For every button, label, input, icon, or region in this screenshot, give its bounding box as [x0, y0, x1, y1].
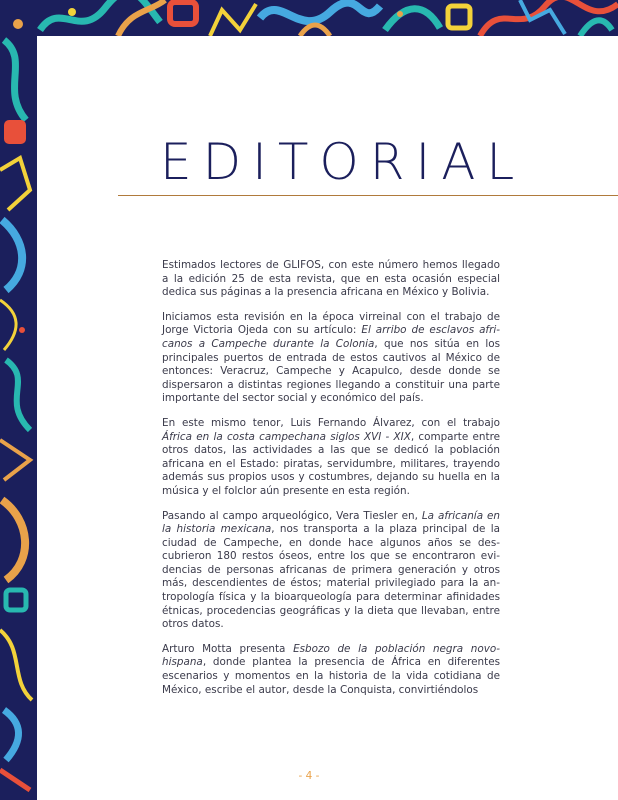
article-title: África en la costa campechana siglos XVI - XIX [162, 430, 411, 443]
article-title: Esbozo de la población negra novohispana [162, 642, 500, 669]
paragraph-text: Arturo Motta presenta [162, 642, 294, 655]
african-pattern-top-icon [0, 0, 618, 36]
article-title: La africanía en la historia mexicana [162, 509, 500, 536]
paragraph [162, 510, 500, 632]
paragraph [162, 417, 500, 499]
decorative-pattern-top [0, 0, 618, 36]
paragraph [162, 311, 500, 406]
paragraph-text: Estimados lectores de GLIFOS, con este número hemos llegado a la edición 25 de esta revista, que en esta ocasión especial dedica sus páginas a la presencia africana en México y Bolivia. [162, 259, 500, 299]
paragraph [162, 643, 500, 697]
paragraph-text: Pasando al campo arqueológico, Vera Tiesler en, [162, 509, 422, 522]
page-number: - 4 - [298, 770, 320, 782]
decorative-pattern-left [0, 0, 37, 800]
paragraph-text: , donde plantea la presencia de África en diferentes escenarios y momentos en la historia de la vida cotidiana de México, escribe el autor, desde la Conquista, convirtiéndolos [162, 656, 500, 696]
paragraph-text: , que nos sitúa en los principales puertos de entrada de estos cautivos al México de entonces: Veracruz, Campeche y Acapulco, desde donde se dispersaron a distintas regiones llegando a constituir una parte importante del sector social y económico del país. [162, 337, 500, 405]
page-title: EDITORIAL [160, 133, 526, 191]
paragraph-text: Iniciamos esta revisión en la época virreinal con el trabajo de Jorge Victoria Ojeda con su artículo: [162, 310, 500, 337]
paragraph-text: , nos transporta a la plaza principal de la ciudad de Campeche, en donde hace algunos años se descubrieron 180 restos óseos, entre los que se encontraron evidencias de personas africanas de primera generación y otros más, descendientes de éstos; material privilegiado para la antropología física y la bioarqueología para determinar afinidades étnicas, procedencias geográficas y la dieta que llevaban, entre otros datos. [162, 523, 500, 631]
article-title: El arribo de esclavos africanos a Campeche durante la Colonia [162, 324, 500, 350]
paragraph-text: , comparte entre otros datos, las actividades a las que se dedicó la población africana en el Estado: piratas, servidumbre, militares, trayendo además sus propios usos y costumbres, dejando su huella en la música y el folclor aún presente en esta región. [162, 430, 500, 497]
african-pattern-left-icon [0, 0, 37, 800]
paragraph [162, 259, 500, 300]
editorial-body [162, 259, 500, 708]
title-divider [118, 195, 618, 196]
paragraph-text: En este mismo tenor, Luis Fernando Álvarez, con el trabajo [162, 416, 500, 429]
